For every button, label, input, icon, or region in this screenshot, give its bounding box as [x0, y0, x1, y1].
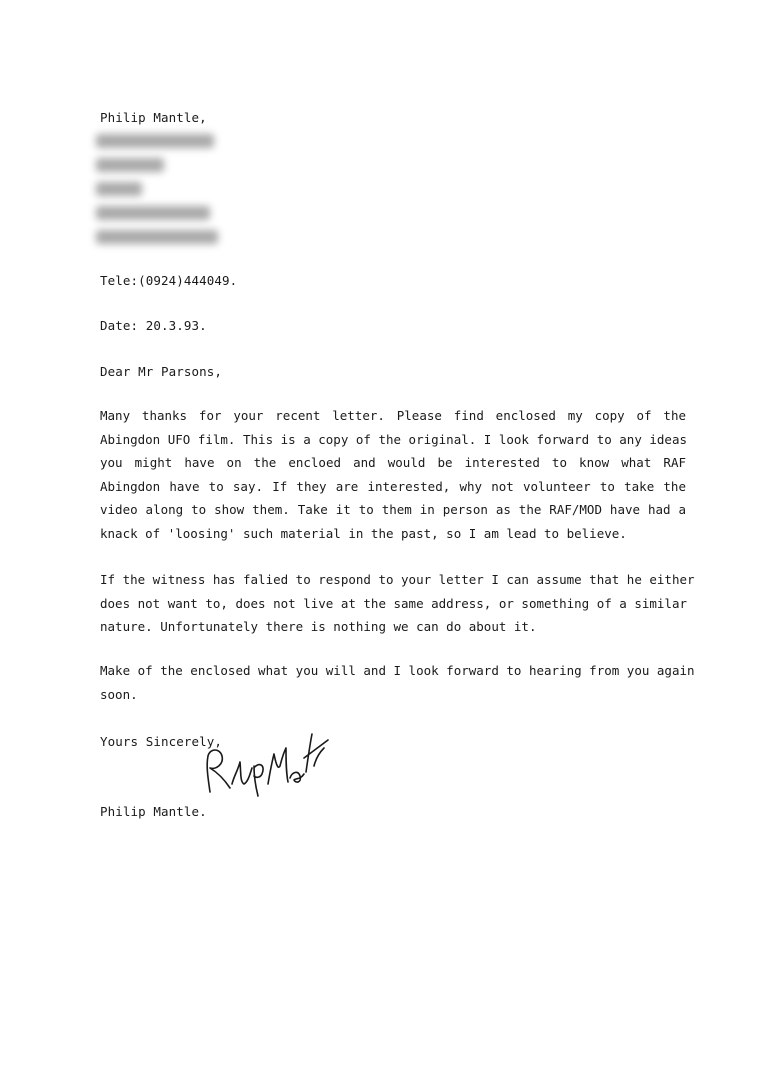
- paragraph-line: soon.: [100, 686, 138, 702]
- paragraph-line: Abingdon have to say. If they are interested, why not volunteer to take the: [100, 478, 686, 494]
- body-paragraph-1: [100, 404, 686, 545]
- letter-date: Date: 20.3.93.: [100, 318, 207, 333]
- paragraph-line: nature. Unfortunately there is nothing we can do about it.: [100, 619, 537, 634]
- closing: Yours Sincerely,: [100, 734, 223, 749]
- paragraph-line: Abingdon UFO film. This is a copy of the original. I look forward to any ideas: [100, 431, 687, 447]
- redacted-address-line: [96, 182, 142, 196]
- redacted-address-line: [96, 206, 210, 220]
- redacted-address-line: [96, 230, 218, 244]
- salutation: Dear Mr Parsons,: [100, 364, 223, 379]
- paragraph-line: Make of the enclosed what you will and I look forward to hearing from you again: [100, 663, 695, 678]
- paragraph-line: knack of 'loosing' such material in the past, so I am lead to believe.: [100, 525, 627, 541]
- paragraph-line: video along to show them. Take it to them in person as the RAF/MOD have had a: [100, 502, 686, 517]
- signer-name: Philip Mantle.: [100, 804, 207, 819]
- paragraph-line: you might have on the encloed and would be interested to know what RAF: [100, 455, 686, 470]
- paragraph-line: does not want to, does not live at the same address, or something of a similar: [100, 595, 687, 611]
- paragraph-line: If the witness has falied to respond to your letter I can assume that he either: [100, 572, 695, 587]
- body-paragraph-3: [100, 659, 695, 706]
- handwritten-signature: [196, 722, 332, 800]
- paragraph-line: Many thanks for your recent letter. Please find enclosed my copy of the: [100, 408, 686, 423]
- telephone-number: Tele:(0924)444049.: [100, 273, 238, 288]
- redacted-address-line: [96, 158, 164, 172]
- sender-name: Philip Mantle,: [100, 110, 207, 125]
- body-paragraph-2: [100, 568, 695, 639]
- redacted-address-line: [96, 134, 214, 148]
